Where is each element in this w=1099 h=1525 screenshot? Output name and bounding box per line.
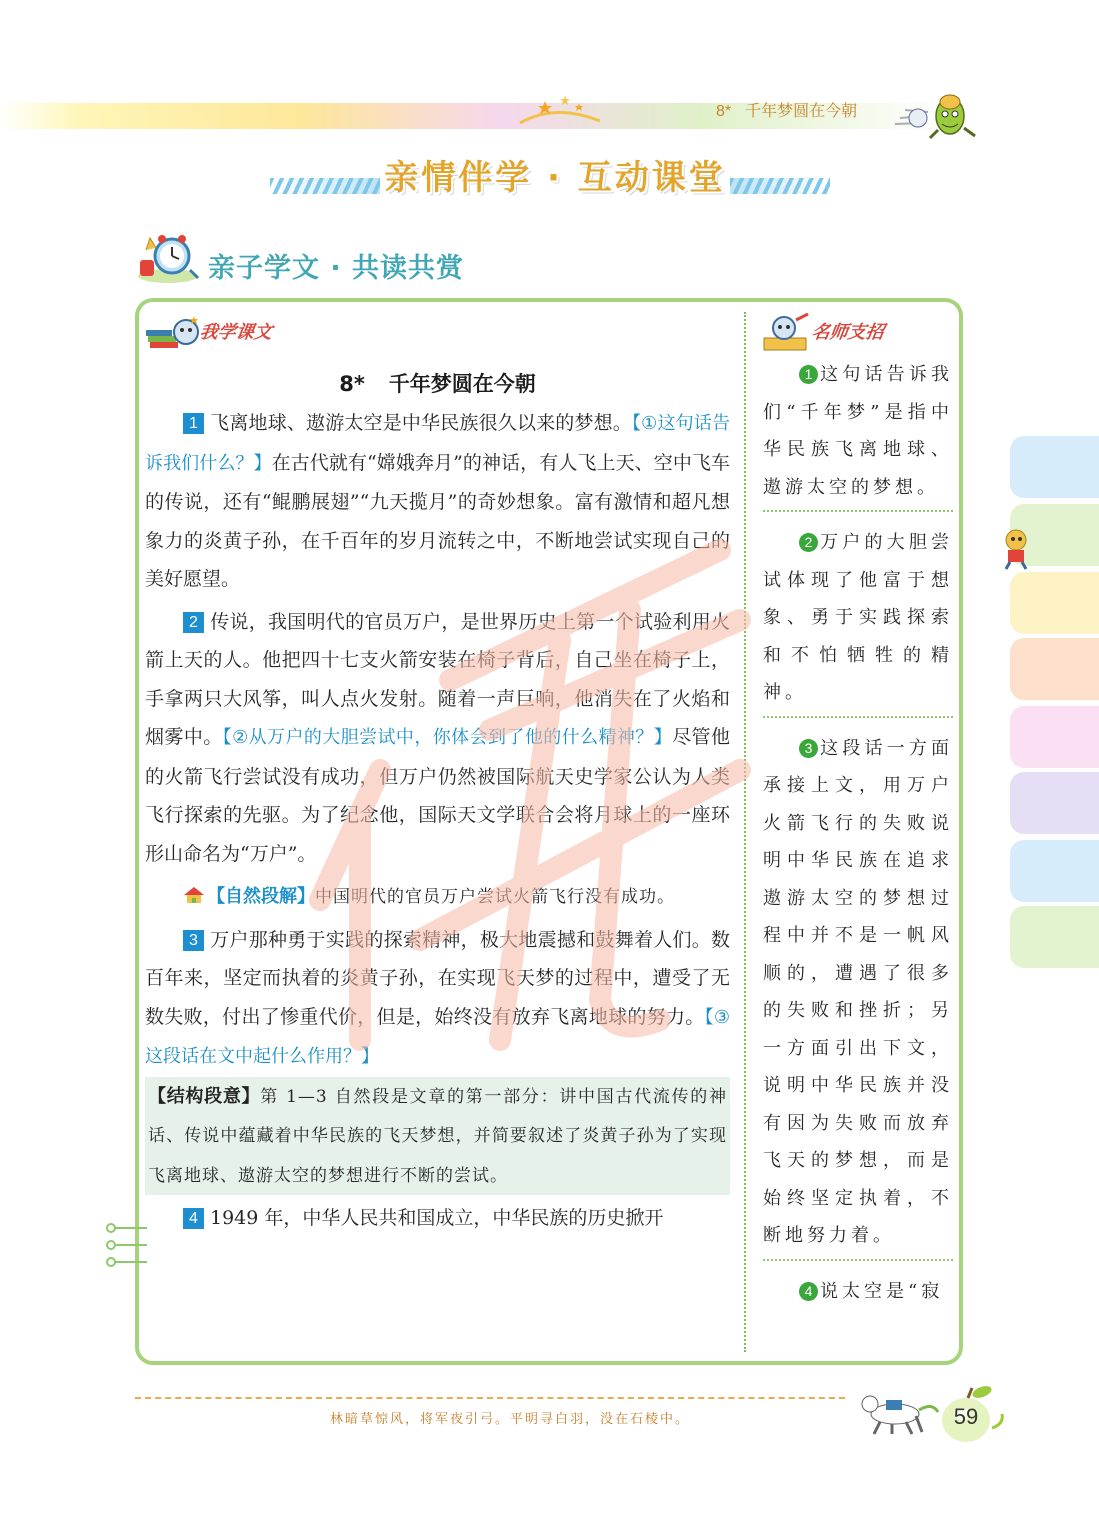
tip-item bbox=[763, 730, 953, 1261]
question-annotation: 【②从万户的大胆尝试中，你体会到了他的什么精神？】 bbox=[222, 727, 673, 748]
side-tab-8[interactable] bbox=[1010, 906, 1099, 968]
learn-text-label: 我学课文 bbox=[198, 322, 274, 343]
paragraph-note bbox=[145, 877, 730, 917]
article-number: 8* bbox=[339, 372, 365, 396]
article-body bbox=[145, 404, 730, 1238]
banner-stripe-right bbox=[730, 178, 830, 194]
article-title-text: 千年梦圆在今朝 bbox=[388, 372, 536, 396]
side-tab-7[interactable] bbox=[1010, 840, 1099, 902]
side-tab-mascot-icon bbox=[998, 526, 1034, 570]
stars-decoration-icon bbox=[515, 93, 605, 133]
column-divider bbox=[744, 312, 746, 1352]
page-number: 59 bbox=[953, 1404, 979, 1429]
article-title bbox=[145, 368, 730, 398]
chapter-header bbox=[716, 98, 857, 121]
paragraph-2 bbox=[145, 603, 730, 874]
tip-text: 这句话告诉我们“千年梦”是指中华民族飞离地球、遨游太空的梦想。 bbox=[763, 364, 953, 498]
paragraph-3 bbox=[145, 921, 730, 1077]
tip-text: 这段话一方面承接上文，用万户火箭飞行的失败说明中华民族在追求遨游太空的梦想过程中并不是一帆风顺的，遭遇了很多的失败和挫折；另一方面引出下文，说明中华民族并没有因为失败而放弃飞天的梦想，而是始终坚定执着，不断地努力着。 bbox=[763, 737, 953, 1246]
teacher-tips-column bbox=[763, 356, 953, 1326]
structure-summary bbox=[145, 1077, 730, 1196]
binder-rings-icon bbox=[103, 1220, 148, 1270]
summary-heading: 【结构段意】 bbox=[148, 1085, 261, 1107]
note-text: 中国明代的官员万户尝试火箭飞行没有成功。 bbox=[315, 887, 675, 907]
teacher-mascot-icon bbox=[762, 312, 812, 352]
question-annotation: 【③这段话在文中起什么作用？】 bbox=[145, 1006, 730, 1067]
tip-item bbox=[763, 356, 953, 512]
paragraph-number: 4 bbox=[183, 1208, 204, 1229]
paragraph-text: 万户那种勇于实践的探索精神，极大地震撼和鼓舞着人们。数百年来，坚定而执着的炎黄子孙，在实现飞天梦的过程中，遭受了无数失败，付出了惨重代价，但是，始终没有放弃飞离地球的努力。 bbox=[145, 928, 730, 1028]
paragraph-text: 尽管他的火箭飞行尝试没有成功，但万户仍然被国际航天史学家公认为人类飞行探索的先驱。为了纪念他，国际天文学联合会将月球上的一座环形山命名为“万户”。 bbox=[145, 726, 730, 865]
paragraph-4 bbox=[145, 1199, 730, 1238]
chapter-title: 千年梦圆在今朝 bbox=[745, 103, 858, 120]
section-title: 亲子学文 · 共读共赏 bbox=[208, 253, 465, 284]
paragraph-1 bbox=[145, 404, 730, 599]
tip-item bbox=[763, 1273, 953, 1315]
teacher-tips-label: 名师支招 bbox=[810, 322, 886, 343]
banner-stripe-left bbox=[270, 178, 380, 194]
tip-number: 1 bbox=[799, 365, 818, 384]
paragraph-number: 2 bbox=[183, 612, 204, 633]
book-mascot-icon bbox=[146, 312, 206, 352]
side-tab-6[interactable] bbox=[1010, 772, 1099, 834]
paragraph-text: 传说，我国明代的官员万户，是世界历史上第一个试验利用火箭上天的人。他把四十七支火箭安装在椅子背后，自己坐在椅子上，手拿两只大风筝，叫人点火发射。随着一声巨响，他消失在了火焰和烟雾中。 bbox=[145, 610, 730, 748]
side-tab-5[interactable] bbox=[1010, 706, 1099, 768]
side-tab-1[interactable] bbox=[1010, 436, 1099, 498]
footer-proverb: 林暗草惊风，将军夜引弓。平明寻白羽，没在石棱中。 bbox=[330, 1412, 691, 1427]
summary-text: 第 1—3 自然段是文章的第一部分：讲中国古代流传的神话、传说中蕴藏着中华民族的飞天梦想，并简要叙述了炎黄子孙为了实现飞离地球、遨游太空的梦想进行不断的尝试。 bbox=[148, 1086, 727, 1186]
tip-text: 万户的大胆尝试体现了他富于想象、勇于实践探索和不怕牺牲的精神。 bbox=[763, 532, 953, 703]
tip-number: 2 bbox=[799, 533, 818, 552]
side-tab-4[interactable] bbox=[1010, 638, 1099, 700]
running-mascot-icon bbox=[880, 88, 980, 140]
paragraph-text: 在古代就有“嫦娥奔月”的神话，有人飞上天、空中飞车的传说，还有“鲲鹏展翅”“九天揽月”的奇妙想象。富有激情和超凡想象力的炎黄子孙，在千百年的岁月流转之中，不断地尝试实现自己的美好愿望。 bbox=[145, 451, 730, 590]
paragraph-text: 1949 年，中华人民共和国成立，中华民族的历史掀开 bbox=[210, 1207, 664, 1229]
paragraph-text: 飞离地球、遨游太空是中华民族很久以来的梦想。 bbox=[210, 412, 632, 434]
tip-item bbox=[763, 524, 953, 718]
paragraph-number: 1 bbox=[183, 413, 204, 434]
banner-title: 亲情伴学 · 互动课堂 bbox=[384, 158, 726, 198]
tip-number: 3 bbox=[799, 739, 818, 758]
clock-mascot-icon bbox=[132, 230, 204, 286]
question-annotation: 【①这句话告诉我们什么？】 bbox=[145, 413, 730, 474]
tip-number: 4 bbox=[799, 1282, 818, 1301]
side-tab-3[interactable] bbox=[1010, 572, 1099, 634]
tip-text: 说太空是“寂 bbox=[820, 1280, 944, 1302]
house-icon bbox=[183, 886, 205, 904]
note-heading: 【自然段解】 bbox=[207, 886, 315, 907]
chapter-number: 8* bbox=[716, 103, 732, 120]
paragraph-number: 3 bbox=[183, 930, 204, 951]
footer-divider bbox=[135, 1397, 845, 1399]
